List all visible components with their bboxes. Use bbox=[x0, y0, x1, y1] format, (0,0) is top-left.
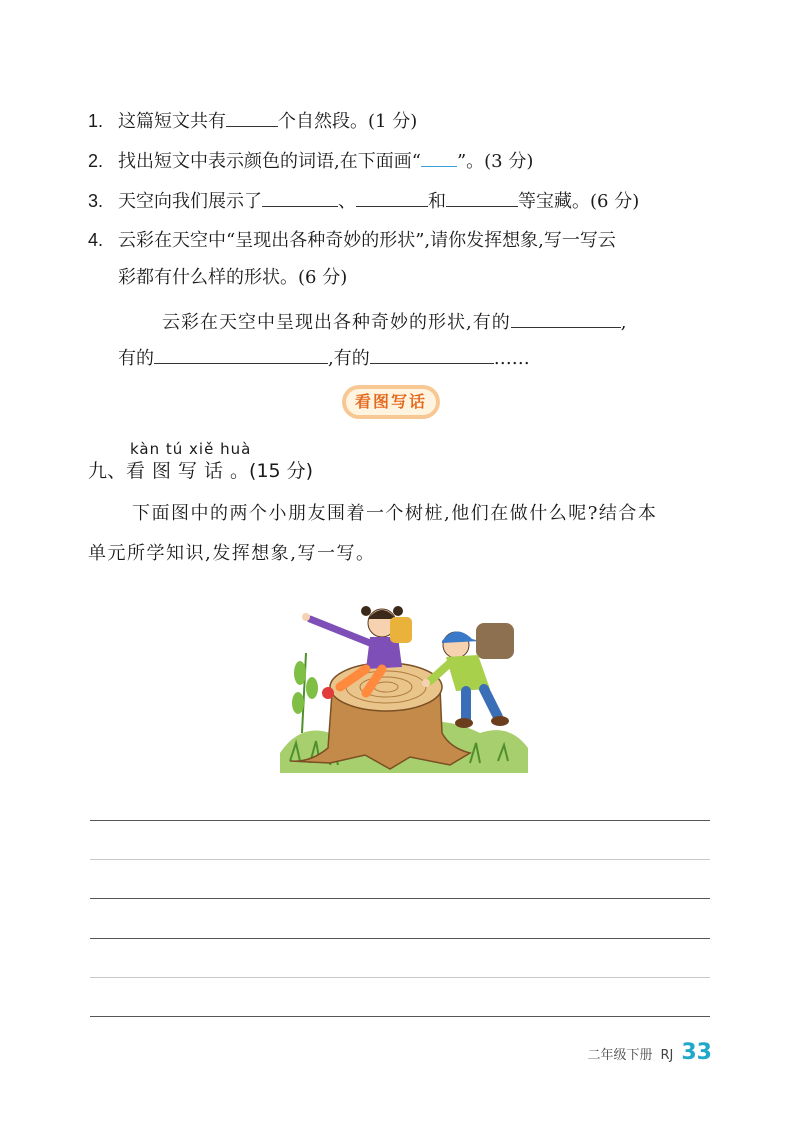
fill-text: 有的 bbox=[118, 348, 154, 369]
question-4-line2: 彩都有什么样的形状。(6 分) bbox=[118, 267, 348, 288]
question-text: 这篇短文共有 bbox=[118, 111, 226, 132]
section-badge-label: 看图写话 bbox=[346, 389, 436, 415]
answer-blank[interactable] bbox=[446, 188, 518, 207]
question-text: 和 bbox=[428, 191, 446, 212]
answer-blank[interactable] bbox=[154, 345, 328, 364]
writing-line[interactable] bbox=[90, 898, 710, 899]
question-4-fill-line1 bbox=[162, 309, 627, 335]
question-number: 2. bbox=[88, 151, 104, 171]
pinyin-annotation: kàn tú xiě huà bbox=[130, 440, 252, 458]
question-text: 找出短文中表示颜色的词语,在下面画“ bbox=[118, 151, 421, 172]
question-number: 1. bbox=[88, 111, 104, 131]
section-heading bbox=[88, 458, 313, 484]
question-number: 3. bbox=[88, 191, 104, 211]
question-text: 云彩在天空中“呈现出各种奇妙的形状”,请你发挥想象,写一写云 bbox=[118, 230, 616, 251]
question-text: ”。(3 分) bbox=[456, 151, 534, 172]
question-text: 天空向我们展示了 bbox=[118, 191, 262, 212]
answer-blank[interactable] bbox=[356, 188, 428, 207]
question-3 bbox=[88, 188, 639, 214]
grade-label: 二年级下册 bbox=[587, 1048, 653, 1063]
question-4-fill-line2 bbox=[118, 345, 530, 371]
page-number: 33 bbox=[681, 1040, 712, 1065]
section-badge bbox=[342, 385, 440, 419]
answer-blank[interactable] bbox=[226, 108, 278, 127]
writing-line[interactable] bbox=[90, 938, 710, 939]
writing-line[interactable] bbox=[90, 1016, 710, 1017]
page-footer bbox=[587, 1040, 712, 1065]
fill-text: …… bbox=[493, 348, 530, 369]
question-text: 、 bbox=[338, 191, 356, 212]
question-text: 个自然段。(1 分) bbox=[278, 111, 418, 132]
fill-text: 云彩在天空中呈现出各种奇妙的形状,有的 bbox=[162, 312, 511, 333]
writing-line[interactable] bbox=[90, 820, 710, 821]
prompt-line2: 单元所学知识,发挥想象,写一写。 bbox=[88, 543, 376, 564]
question-2 bbox=[88, 148, 533, 174]
sample-underline bbox=[421, 148, 457, 167]
question-text: 等宝藏。(6 分) bbox=[518, 191, 640, 212]
answer-blank[interactable] bbox=[511, 309, 621, 328]
answer-blank[interactable] bbox=[262, 188, 338, 207]
fill-text: ,有的 bbox=[328, 348, 370, 369]
edition-label: RJ bbox=[660, 1048, 674, 1063]
question-1 bbox=[88, 108, 417, 134]
section-title: 看图写话 bbox=[126, 460, 231, 482]
writing-line[interactable] bbox=[90, 859, 710, 860]
prompt-line1: 下面图中的两个小朋友围着一个树桩,他们在做什么呢?结合本 bbox=[132, 503, 658, 524]
section-number: 九、 bbox=[88, 460, 127, 482]
question-number: 4. bbox=[88, 230, 104, 250]
answer-blank[interactable] bbox=[370, 345, 494, 364]
section-points: 。(15 分) bbox=[230, 460, 314, 482]
tree-stump-illustration bbox=[270, 583, 532, 779]
writing-line[interactable] bbox=[90, 977, 710, 978]
question-4 bbox=[88, 228, 616, 253]
fill-text: , bbox=[620, 312, 628, 333]
